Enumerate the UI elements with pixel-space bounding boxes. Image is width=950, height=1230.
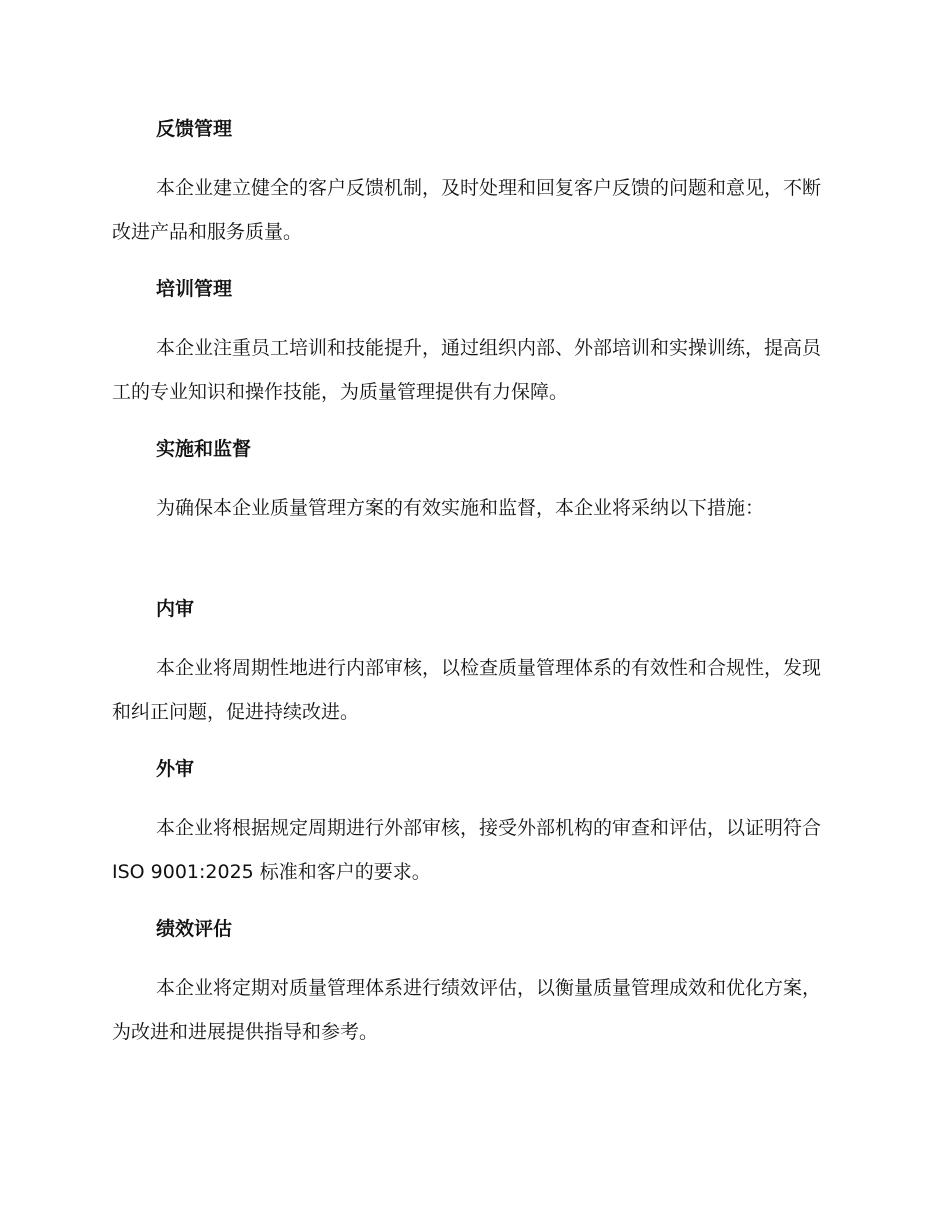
section-body-feedback [112, 166, 832, 254]
section-heading-internal-audit: 内审 [156, 598, 195, 620]
section-body-external-audit [112, 806, 832, 894]
paragraph: 本企业将根据规定周期进行外部审核，接受外部机构的审查和评估，以证明符合 ISO 9001:2025 标准和客户的要求。 [112, 817, 822, 883]
section-body-implementation [112, 486, 832, 530]
section-heading-implementation: 实施和监督 [156, 438, 252, 460]
section-body-training [112, 326, 832, 414]
paragraph: 本企业将定期对质量管理体系进行绩效评估，以衡量质量管理成效和优化方案，为改进和进展提供指导和参考。 [112, 977, 822, 1043]
section-body-performance [112, 966, 832, 1054]
section-heading-external-audit: 外审 [156, 758, 195, 780]
paragraph: 为确保本企业质量管理方案的有效实施和监督，本企业将采纳以下措施： [156, 497, 765, 519]
section-body-internal-audit [112, 646, 832, 734]
section-heading-feedback: 反馈管理 [156, 118, 233, 140]
paragraph: 本企业注重员工培训和技能提升，通过组织内部、外部培训和实操训练，提高员工的专业知识和操作技能，为质量管理提供有力保障。 [112, 337, 822, 403]
section-heading-performance: 绩效评估 [156, 918, 233, 940]
paragraph: 本企业建立健全的客户反馈机制，及时处理和回复客户反馈的问题和意见，不断改进产品和服务质量。 [112, 177, 822, 243]
section-heading-training: 培训管理 [156, 278, 233, 300]
paragraph: 本企业将周期性地进行内部审核，以检查质量管理体系的有效性和合规性，发现和纠正问题，促进持续改进。 [112, 657, 822, 723]
